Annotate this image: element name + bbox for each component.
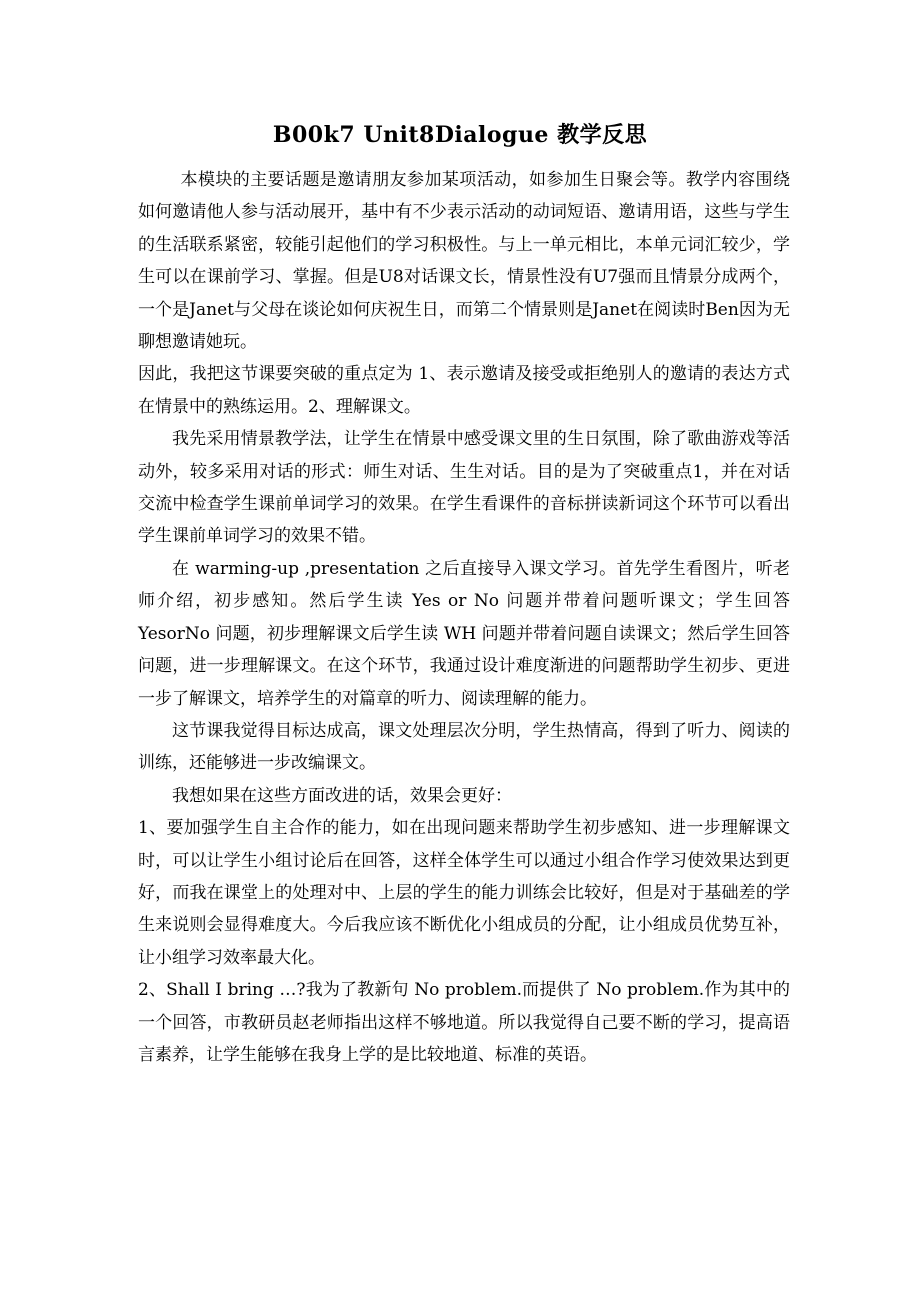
- document-body: [138, 164, 790, 1071]
- paragraph-evaluation: 这节课我觉得目标达成高，课文处理层次分明，学生热情高，得到了听力、阅读的训练，还能够进一步改编课文。: [138, 720, 790, 774]
- paragraph-key-points: 因此，我把这节课要突破的重点定为 1、表示邀请及接受或拒绝别人的邀请的表达方式在情景中的熟练运用。2、理解课文。: [138, 364, 790, 417]
- paragraph-reading: 在 warming-up ,presentation 之后直接导入课文学习。首先学生看图片，听老师介绍，初步感知。然后学生读 Yes or No 问题并带着问题听课文；学生回答 YesorNo 问题，初步理解课文后学生读 WH 问题并带着问题自读课文；然后学生回答问题，进一步理解课文。在这个环节，我通过设计难度渐进的问题帮助学生初步、更进一步了解课文，培养学生的对篇章的听力、阅读理解的能力。: [138, 558, 790, 709]
- paragraph-improvement-intro: 我想如果在这些方面改进的话，效果会更好：: [172, 785, 512, 806]
- paragraph-improvement-2: 2、Shall I bring …?我为了教新句 No problem.而提供了 No problem.作为其中的一个回答，市教研员赵老师指出这样不够地道。所以我觉得自己要不断的学习，提高语言素养，让学生能够在我身上学的是比较地道、标准的英语。: [138, 980, 790, 1065]
- paragraph-improvement-1: 1、要加强学生自主合作的能力，如在出现问题来帮助学生初步感知、进一步理解课文时，可以让学生小组讨论后在回答，这样全体学生可以通过小组合作学习使效果达到更好，而我在课堂上的处理对中、上层的学生的能力训练会比较好，但是对于基础差的学生来说则会显得难度大。今后我应该不断优化小组成员的分配，让小组成员优势互补，让小组学习效率最大化。: [138, 818, 790, 968]
- document-title: B00k7 Unit8Dialogue 教学反思: [272, 122, 648, 148]
- paragraph-intro: 本模块的主要话题是邀请朋友参加某项活动，如参加生日聚会等。教学内容围绕如何邀请他人参与活动展开，基中有不少表示活动的动词短语、邀请用语，这些与学生的生活联系紧密，较能引起他们的学习积极性。与上一单元相比，本单元词汇较少，学生可以在课前学习、掌握。但是U8对话课文长，情景性没有U7强而且情景分成两个，一个是Janet与父母在谈论如何庆祝生日，而第二个情景则是Janet在阅读时Ben因为无聊想邀请她玩。: [138, 170, 790, 353]
- paragraph-method: 我先采用情景教学法，让学生在情景中感受课文里的生日氛围，除了歌曲游戏等活动外，较多采用对话的形式：师生对话、生生对话。目的是为了突破重点1，并在对话交流中检查学生课前单词学习的效果。在学生看课件的音标拼读新词这个环节可以看出学生课前单词学习的效果不错。: [138, 429, 790, 547]
